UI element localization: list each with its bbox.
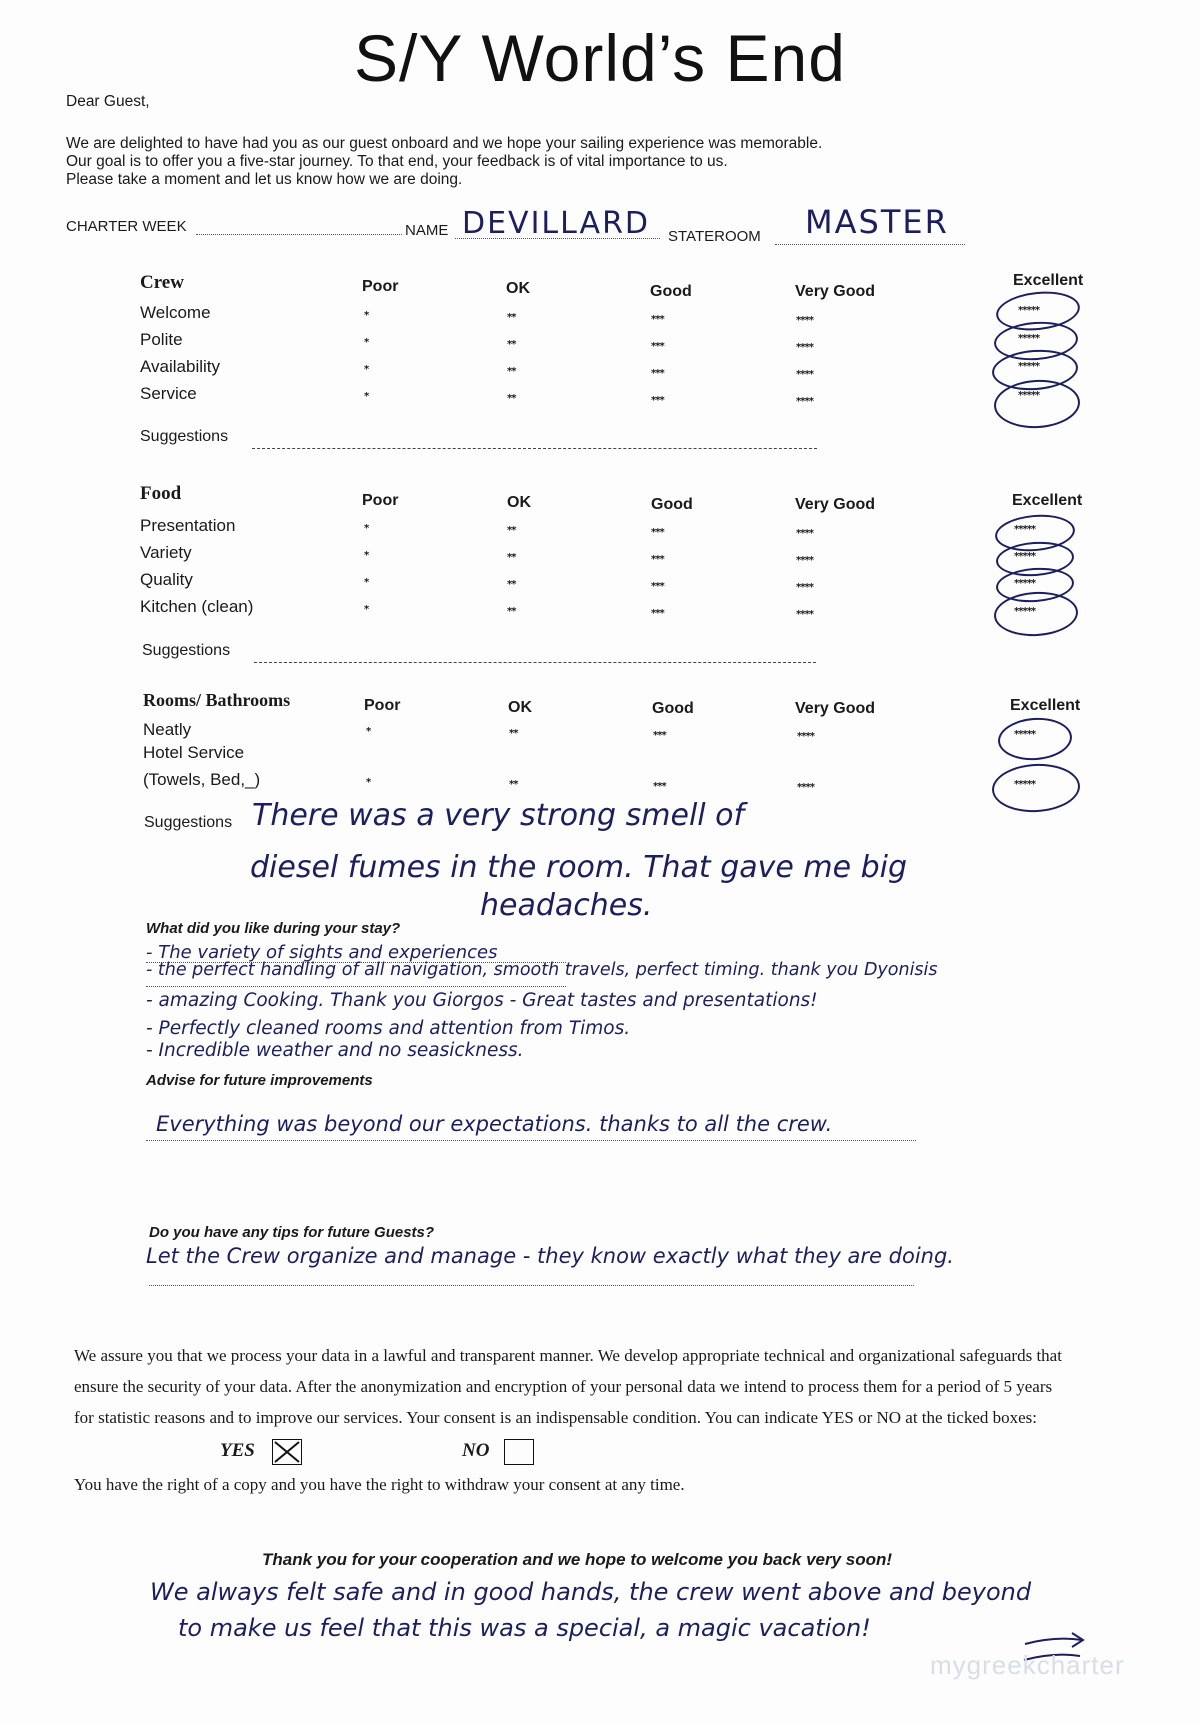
name-label: NAME [405, 222, 449, 239]
closing-note-line-2: to make us feel that this was a special, a magic vacation! [178, 1614, 871, 1642]
food-presentation-ok[interactable]: ** [507, 525, 516, 536]
crew-service-good[interactable]: *** [651, 395, 664, 406]
crew-service-ok[interactable]: ** [507, 393, 516, 404]
food-header-excellent: Excellent [1012, 492, 1083, 509]
consent-line-1: We assure you that we process your data in a lawful and transparent manner. We develop appropriate technical and organizational safeguards that [74, 1346, 1062, 1365]
improvements-line [146, 1140, 916, 1141]
food-item-variety: Variety [140, 543, 192, 562]
food-section-title: Food [140, 483, 182, 504]
tips-question: Do you have any tips for future Guests? [149, 1224, 435, 1241]
food-kitchen-good[interactable]: *** [651, 608, 664, 619]
food-quality-ok[interactable]: ** [507, 579, 516, 590]
rooms-service-very-good[interactable]: **** [797, 782, 814, 793]
improvements-answer: Everything was beyond our expectations. thanks to all the crew. [156, 1112, 833, 1136]
tips-line [149, 1285, 914, 1286]
stateroom-field-line [775, 244, 965, 245]
rooms-neatly-poor[interactable]: * [366, 726, 371, 737]
consent-yes-checkbox[interactable] [272, 1439, 302, 1465]
rooms-neatly-excellent[interactable]: ***** [1014, 729, 1036, 740]
crew-polite-excellent[interactable]: ***** [1018, 333, 1040, 344]
rooms-suggestions-label: Suggestions [144, 814, 233, 831]
rooms-service-selected-circle [991, 762, 1081, 815]
crew-section-title: Crew [140, 272, 184, 293]
charter-week-field[interactable] [196, 234, 402, 235]
rooms-header-poor: Poor [364, 697, 401, 714]
crew-welcome-good[interactable]: *** [651, 314, 664, 325]
crew-header-ok: OK [506, 280, 530, 297]
food-quality-very-good[interactable]: **** [796, 582, 813, 593]
food-variety-ok[interactable]: ** [507, 552, 516, 563]
crew-availability-poor[interactable]: * [364, 364, 369, 375]
food-header-ok: OK [507, 494, 531, 511]
food-presentation-excellent[interactable]: ***** [1014, 524, 1036, 535]
food-kitchen-excellent[interactable]: ***** [1014, 606, 1036, 617]
food-presentation-poor[interactable]: * [364, 523, 369, 534]
food-header-good: Good [651, 496, 693, 513]
rooms-header-excellent: Excellent [1010, 697, 1081, 714]
food-item-presentation: Presentation [140, 516, 236, 535]
rooms-header-very-good: Very Good [795, 700, 876, 717]
charter-week-label: CHARTER WEEK [66, 218, 187, 235]
greeting: Dear Guest, [66, 93, 150, 110]
crew-polite-ok[interactable]: ** [507, 339, 516, 350]
rooms-suggestion-line-1: There was a very strong smell of [252, 798, 745, 833]
crew-header-poor: Poor [362, 278, 399, 295]
crew-header-very-good: Very Good [795, 283, 876, 300]
consent-line-2: ensure the security of your data. After the anonymization and encryption of your personal data we intend to process them for a period of 5 years [74, 1377, 1053, 1396]
improvements-question: Advise for future improvements [146, 1072, 373, 1089]
crew-welcome-ok[interactable]: ** [507, 312, 516, 323]
rooms-item-neatly: Neatly [143, 720, 192, 739]
rooms-service-good[interactable]: *** [653, 781, 666, 792]
crew-suggestions-field[interactable] [252, 448, 817, 449]
crew-item-service: Service [140, 384, 197, 403]
crew-suggestions-label: Suggestions [140, 428, 229, 445]
stateroom-label: STATEROOM [668, 228, 761, 245]
liked-answer-5: - Incredible weather and no seasickness. [146, 1040, 524, 1061]
liked-answer-4: - Perfectly cleaned rooms and attention from Timos. [146, 1018, 631, 1039]
crew-polite-good[interactable]: *** [651, 341, 664, 352]
crew-item-polite: Polite [140, 330, 183, 349]
crew-availability-good[interactable]: *** [651, 368, 664, 379]
consent-line-3: for statistic reasons and to improve our services. Your consent is an indispensable condition. You can indicate YES or NO at the ticked boxes: [74, 1408, 1037, 1427]
crew-availability-ok[interactable]: ** [507, 366, 516, 377]
rooms-item-hotel-service: Hotel Service [143, 743, 245, 762]
crew-availability-excellent[interactable]: ***** [1018, 361, 1040, 372]
food-presentation-very-good[interactable]: **** [796, 528, 813, 539]
closing-note-line-1: We always felt safe and in good hands, the crew went above and beyond [150, 1578, 1032, 1606]
intro-line-1: We are delighted to have had you as our guest onboard and we hope your sailing experience was memorable. [66, 135, 823, 152]
crew-item-welcome: Welcome [140, 303, 211, 322]
name-field-value[interactable]: DEVILLARD [462, 206, 651, 241]
liked-answer-3: - amazing Cooking. Thank you Giorgos - Great tastes and presentations! [146, 990, 818, 1011]
food-quality-excellent[interactable]: ***** [1014, 578, 1036, 589]
food-kitchen-very-good[interactable]: **** [796, 609, 813, 620]
food-item-quality: Quality [140, 570, 193, 589]
rooms-suggestion-line-3: headaches. [480, 888, 653, 923]
crew-polite-very-good[interactable]: **** [796, 342, 813, 353]
crew-item-availability: Availability [140, 357, 221, 376]
liked-answer-2: - the perfect handling of all navigation, smooth travels, perfect timing. thank you Dyonisis [146, 960, 938, 980]
food-variety-poor[interactable]: * [364, 550, 369, 561]
liked-line-2 [146, 986, 566, 987]
crew-welcome-very-good[interactable]: **** [796, 315, 813, 326]
consent-no-checkbox[interactable] [504, 1439, 534, 1465]
crew-polite-poor[interactable]: * [364, 337, 369, 348]
rooms-neatly-very-good[interactable]: **** [797, 731, 814, 742]
consent-rights: You have the right of a copy and you have the right to withdraw your consent at any time. [74, 1475, 685, 1494]
tips-answer: Let the Crew organize and manage - they know exactly what they are doing. [146, 1244, 954, 1268]
rooms-neatly-ok[interactable]: ** [509, 728, 518, 739]
food-kitchen-poor[interactable]: * [364, 604, 369, 615]
food-item-kitchen: Kitchen (clean) [140, 597, 254, 616]
crew-header-good: Good [650, 283, 692, 300]
food-suggestions-label: Suggestions [142, 642, 231, 659]
food-header-poor: Poor [362, 492, 399, 509]
crew-header-excellent: Excellent [1013, 272, 1084, 289]
intro-line-2: Our goal is to offer you a five-star journey. To that end, your feedback is of vital importance to us. [66, 153, 728, 170]
consent-yes-label: YES [220, 1440, 255, 1461]
rooms-service-ok[interactable]: ** [509, 779, 518, 790]
food-presentation-good[interactable]: *** [651, 527, 664, 538]
rooms-header-ok: OK [508, 699, 532, 716]
rooms-header-good: Good [652, 700, 694, 717]
consent-no-label: NO [462, 1440, 490, 1461]
food-quality-poor[interactable]: * [364, 577, 369, 588]
crew-welcome-poor[interactable]: * [364, 310, 369, 321]
intro-line-3: Please take a moment and let us know how we are doing. [66, 171, 463, 188]
rooms-item-towels-bed: (Towels, Bed,_) [143, 770, 261, 789]
food-variety-excellent[interactable]: ***** [1014, 551, 1036, 562]
food-kitchen-ok[interactable]: ** [507, 606, 516, 617]
crew-welcome-excellent[interactable]: ***** [1018, 305, 1040, 316]
crew-service-very-good[interactable]: **** [796, 396, 813, 407]
liked-answer-1: - The variety of sights and experiences [146, 942, 498, 963]
crew-service-poor[interactable]: * [364, 391, 369, 402]
liked-question: What did you like during your stay? [146, 920, 401, 937]
rooms-service-poor[interactable]: * [366, 777, 371, 788]
rooms-neatly-good[interactable]: *** [653, 730, 666, 741]
rooms-suggestion-line-2: diesel fumes in the room. That gave me big [250, 850, 908, 885]
page-title: S/Y World’s End [354, 21, 846, 95]
food-quality-good[interactable]: *** [651, 581, 664, 592]
crew-service-excellent[interactable]: ***** [1018, 390, 1040, 401]
stateroom-field-value[interactable]: MASTER [805, 203, 949, 241]
rooms-section-title: Rooms/ Bathrooms [143, 690, 291, 710]
food-variety-very-good[interactable]: **** [796, 555, 813, 566]
food-variety-good[interactable]: *** [651, 554, 664, 565]
closing-thanks: Thank you for your cooperation and we hope to welcome you back very soon! [262, 1550, 893, 1569]
rooms-service-excellent[interactable]: ***** [1014, 779, 1036, 790]
crew-availability-very-good[interactable]: **** [796, 369, 813, 380]
food-suggestions-field[interactable] [254, 662, 816, 663]
checkbox-cross-icon [273, 1440, 301, 1464]
food-header-very-good: Very Good [795, 496, 876, 513]
watermark: mygreekcharter [930, 1650, 1125, 1680]
rooms-neatly-selected-circle [997, 715, 1074, 762]
